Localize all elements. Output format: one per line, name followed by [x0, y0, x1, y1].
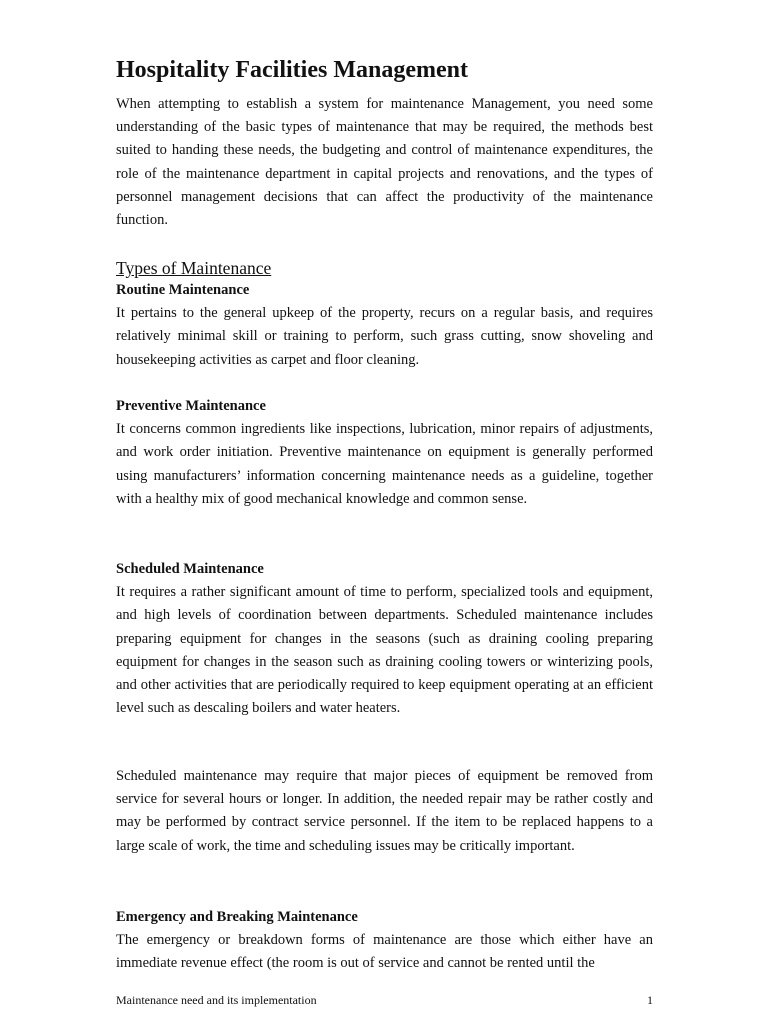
intro-block — [116, 93, 653, 232]
preventive-paragraph: It concerns common ingredients like inspections, lubrication, minor repairs of adjustments, and work order initiation. Preventive maintenance on equipment is generally performed using manufacturers’ information concerning maintenance needs as a guideline, together with a healthy mix of good mechanical knowledge and common sense. — [116, 421, 653, 507]
scheduled-heading: Scheduled Maintenance — [116, 561, 264, 577]
scheduled-block — [116, 558, 653, 720]
routine-paragraph: It pertains to the general upkeep of the property, recurs on a regular basis, and requires relatively minimal skill or training to perform, such grass cutting, snow shoveling and housekeeping activities as carpet and floor cleaning. — [116, 305, 653, 368]
page-title: Hospitality Facilities Management — [116, 57, 468, 83]
preventive-block — [116, 395, 653, 511]
emergency-block — [116, 906, 653, 976]
scheduled-block-2 — [116, 765, 653, 858]
preventive-heading: Preventive Maintenance — [116, 398, 266, 414]
page-number: 1 — [647, 993, 653, 1007]
section-heading-types: Types of Maintenance — [116, 258, 272, 278]
footer-title: Maintenance need and its implementation — [116, 993, 317, 1007]
scheduled-paragraph: It requires a rather significant amount of time to perform, specialized tools and equipment, and high levels of coordination between departments. Scheduled maintenance includes preparing equipment for changes in the seasons (such as draining cooling preparing equipment for changes in the season such as draining cooling towers or winterizing pools, and other activities that are periodically required to keep equipment operating at an efficient level such as descaling boilers and water heaters. — [116, 584, 653, 717]
intro-paragraph: When attempting to establish a system for maintenance Management, you need some understanding of the basic types of maintenance that may be required, the methods best suited to handing these needs, the budgeting and control of maintenance expenditures, the role of the maintenance department in capital projects and renovations, and the types of personnel management decisions that can affect the productivity of the maintenance function. — [116, 96, 653, 229]
emergency-paragraph: The emergency or breakdown forms of maintenance are those which either have an immediate revenue effect (the room is out of service and cannot be rented until the — [116, 932, 653, 972]
types-section — [116, 256, 653, 280]
emergency-heading: Emergency and Breaking Maintenance — [116, 909, 358, 925]
routine-block — [116, 279, 653, 372]
routine-heading: Routine Maintenance — [116, 282, 250, 298]
scheduled-paragraph-2: Scheduled maintenance may require that major pieces of equipment be removed from service for several hours or longer. In addition, the needed repair may be rather costly and may be performed by contract service personnel. If the item to be replaced happens to a large scale of work, the time and scheduling issues may be critically important. — [116, 768, 653, 854]
document-page — [116, 0, 653, 1024]
